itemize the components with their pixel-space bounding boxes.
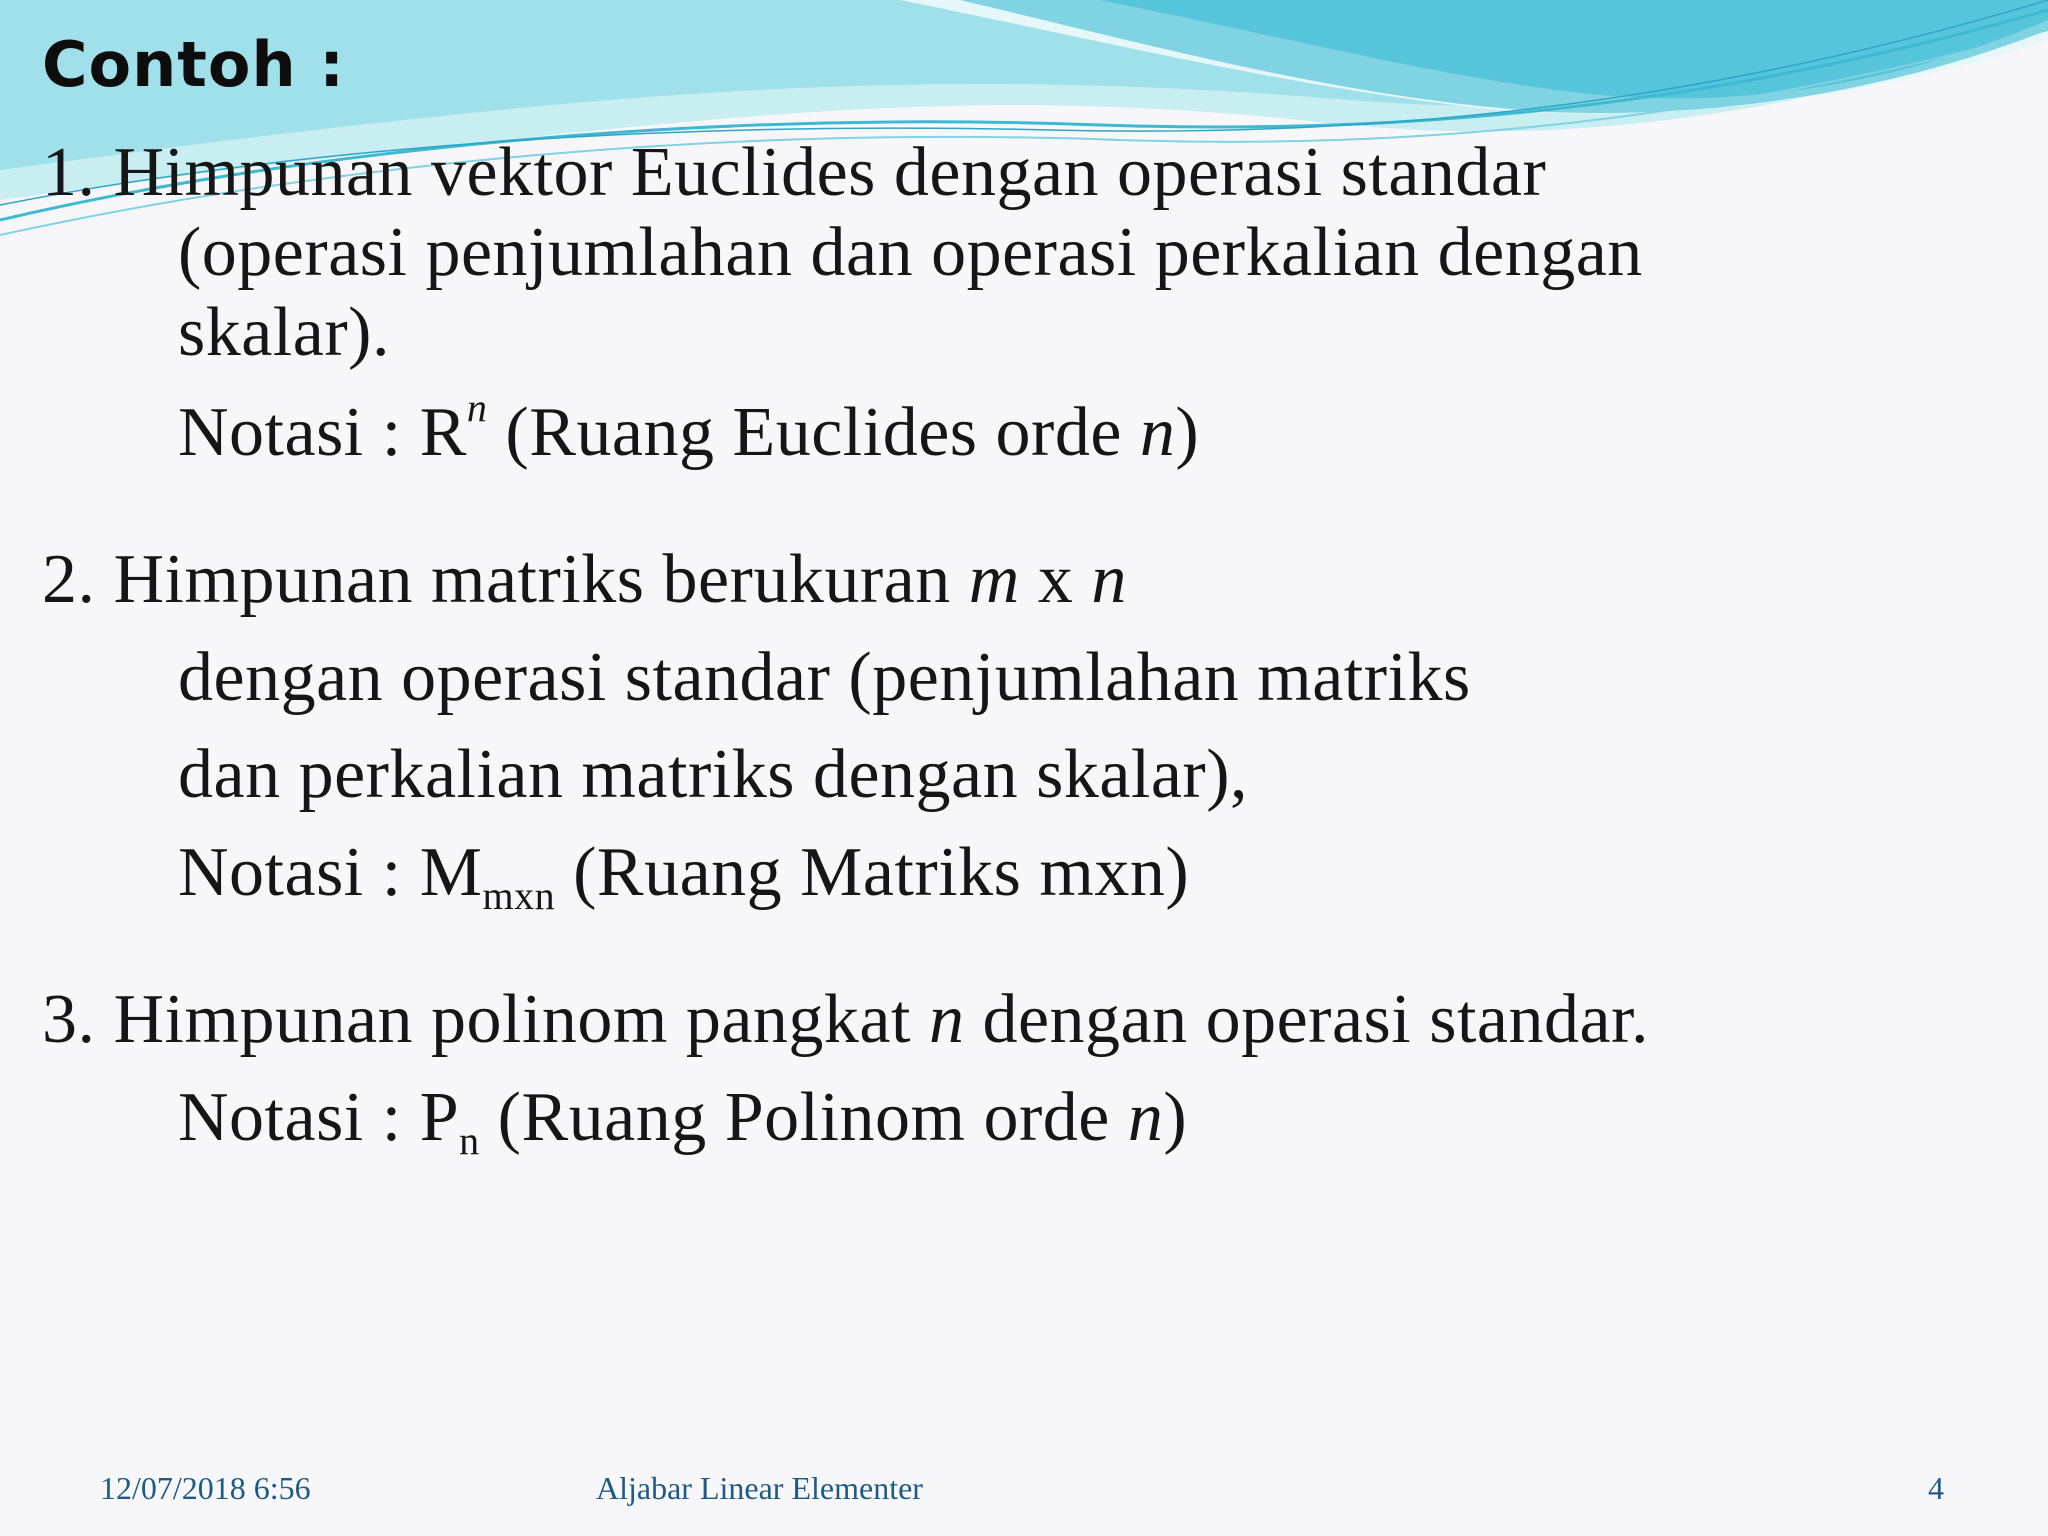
item1-notation-middle: (Ruang Euclides orde (487, 394, 1140, 471)
item3-notation (178, 1079, 1188, 1163)
item2-line1 (42, 541, 1127, 618)
item2-notation-prefix: Notasi : M (178, 834, 483, 911)
item2-line1-text: 2. Himpunan matriks berukuran (42, 541, 969, 618)
item3-var-n: n (928, 981, 965, 1058)
item1-line1: 1. Himpunan vektor Euclides dengan operasi standar (42, 134, 1547, 211)
item2-line3: dan perkalian matriks dengan skalar), (178, 736, 1249, 813)
item2-line2: dengan operasi standar (penjumlahan matriks (178, 639, 1471, 716)
item1-line3: skalar). (178, 294, 390, 371)
item2-var-n: n (1091, 541, 1127, 618)
item2-times: x (1019, 541, 1092, 618)
item1-line2: (operasi penjumlahan dan operasi perkalian dengan (178, 214, 1643, 291)
item3-line1-rest: dengan operasi standar. (964, 981, 1650, 1058)
item3-notation-end: ) (1163, 1079, 1188, 1156)
item2-var-m: m (968, 541, 1020, 618)
item2-notation (178, 834, 1190, 918)
item1-notation (178, 385, 1200, 471)
slide-title: Contoh : (42, 28, 345, 101)
footer-course-title: Aljabar Linear Elementer (596, 1470, 923, 1506)
item2-notation-end: (Ruang Matriks mxn) (555, 834, 1190, 911)
item3-notation-prefix: Notasi : P (178, 1079, 460, 1156)
item1-notation-prefix: Notasi : R (178, 394, 467, 471)
item3-notation-variable: n (1127, 1079, 1164, 1156)
item3-notation-subscript: n (459, 1118, 480, 1163)
item1-notation-variable: n (1139, 394, 1176, 471)
item2-notation-subscript: mxn (482, 873, 556, 918)
item1-notation-exponent: n (466, 385, 488, 430)
item1-notation-end: ) (1175, 394, 1200, 471)
footer-page-number: 4 (1928, 1470, 1944, 1506)
item3-line1 (42, 981, 1650, 1058)
footer-date: 12/07/2018 6:56 (100, 1470, 311, 1506)
item3-notation-middle: (Ruang Polinom orde (479, 1079, 1128, 1156)
item3-line1-text: 3. Himpunan polinom pangkat (42, 981, 929, 1058)
